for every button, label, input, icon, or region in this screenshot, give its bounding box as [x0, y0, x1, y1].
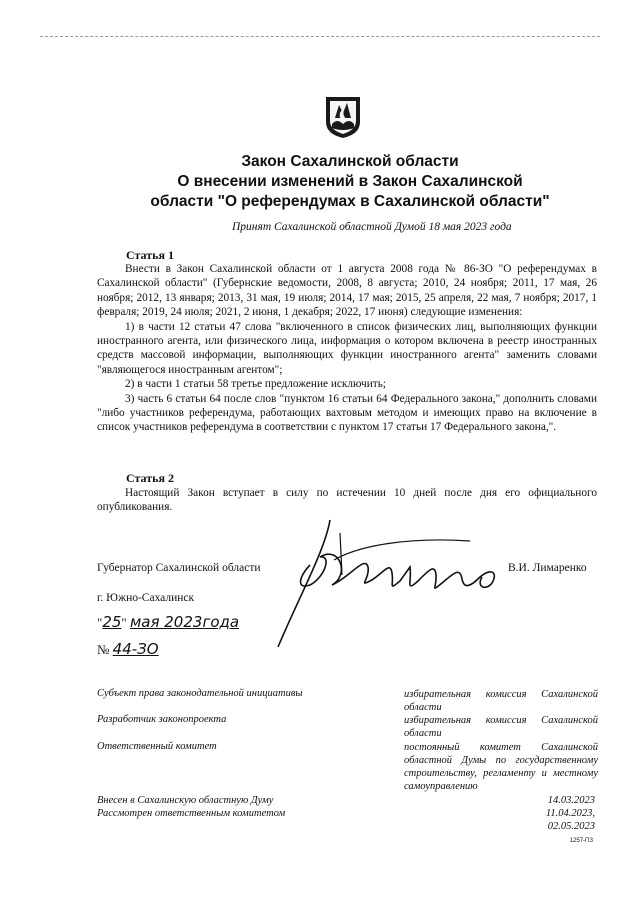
adoption-note: Принят Сахалинской областной Думой 18 мая 2023 года [232, 221, 512, 233]
date-day: 25 [102, 613, 122, 631]
subject-value: избирательная комиссия Сахалинской области [404, 689, 598, 713]
reviewed-date: 02.05.2023 [547, 821, 595, 832]
signature [270, 515, 510, 655]
subject-label: Субъект права законодательной инициативы [97, 688, 303, 699]
law-number [97, 640, 159, 658]
committee-value: постоянный комитет Сахалинской областной Думы по государственному строительству, регламенту и местному самоуправлению [404, 742, 598, 792]
reviewed-label: Рассмотрен ответственным комитетом [97, 808, 286, 819]
paragraph: Настоящий Закон вступает в силу по истечении 10 дней после дня его официального опубликования. [97, 487, 597, 514]
paragraph: 3) часть 6 статьи 64 после слов "пунктом 16 статьи 64 Федерального закона," дополнить словами "либо участников референдума, работающих вахтовым методом и имеющих право на включение в список участников референдума в соответствии с пунктом 17 статьи 17 Федерального закона,". [97, 392, 597, 434]
article-1-body [97, 262, 597, 435]
paragraph: Внести в Закон Сахалинской области от 1 августа 2008 года № 86-ЗО "О референдумах в Сахалинской области" (Губернские ведомости, 2008, 8 августа; 2010, 24 ноября; 2011, 17 мая, 26 ноября; 2012, 13 января; 2013, 31 мая, 19 июля; 2014, 17 мая; 2015, 25 апреля, 22 мая, 7 ноября; 2017, 1 февраля; 2019, 24 июля; 2021, 2 июня, 1 декабря; 2022, 17 июня) следующие изменения: [97, 263, 597, 319]
title-line: Закон Сахалинской области [241, 153, 459, 170]
article-2-heading: Статья 2 [126, 471, 174, 485]
title-line: области "О референдумах в Сахалинской области" [150, 193, 550, 210]
article-2-body [97, 486, 597, 515]
title-line: О внесении изменений в Закон Сахалинской [177, 173, 523, 190]
paragraph: 1) в части 12 статьи 47 слова "включенного в список физических лиц, выполняющих функции иностранного агента, или физического лица, информация о котором включена в реестр иностранных средств массовой информации, выполняющих функции иностранного агента" заменить словами "являющегося иностранным агентом"; [97, 320, 597, 376]
number-sign: № [97, 642, 110, 657]
signing-date [97, 613, 239, 631]
committee-label: Ответственный комитет [97, 741, 217, 752]
reviewed-date: 11.04.2023, [545, 808, 595, 819]
scan-edge-line [40, 36, 600, 37]
page-code: 1257-ПЗ [569, 838, 593, 844]
date-quote-close: " [121, 615, 127, 630]
number-value: 44-ЗО [112, 640, 159, 658]
date-quote-open: " [97, 615, 103, 630]
article-1-heading: Статья 1 [126, 248, 174, 262]
coat-of-arms-icon [323, 94, 363, 140]
date-month-year: мая 2023года [129, 613, 240, 631]
developer-value: избирательная комиссия Сахалинской области [404, 715, 598, 739]
governor-name: В.И. Лимаренко [508, 562, 587, 574]
developer-label: Разработчик законопроекта [97, 714, 227, 725]
paragraph: 2) в части 1 статьи 58 третье предложение исключить; [125, 378, 386, 391]
introduced-label: Внесен в Сахалинскую областную Думу [97, 795, 274, 806]
city: г. Южно-Сахалинск [97, 592, 195, 604]
law-title [60, 152, 640, 212]
introduced-date: 14.03.2023 [547, 795, 595, 806]
governor-title: Губернатор Сахалинской области [97, 562, 261, 574]
